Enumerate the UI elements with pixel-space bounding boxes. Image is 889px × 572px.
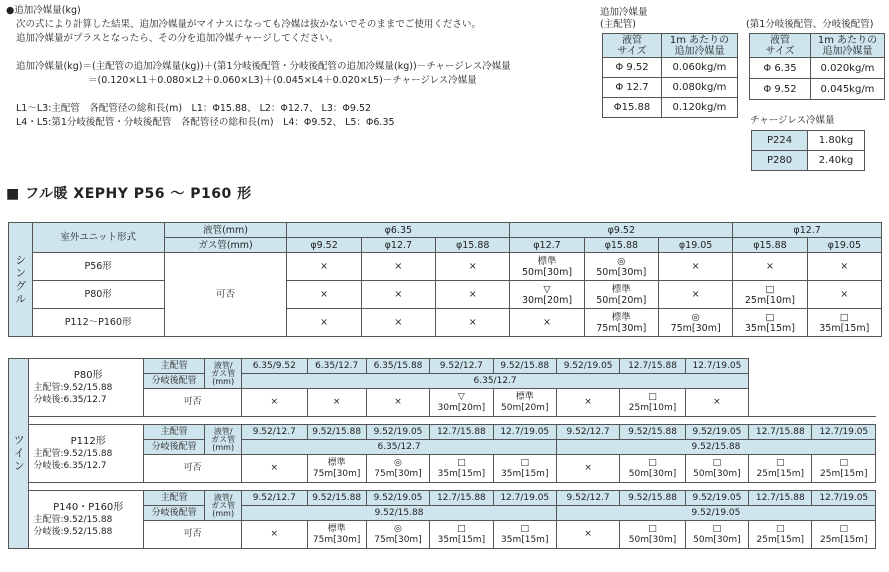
table-cell: P280 <box>752 151 808 171</box>
table-cell: □ 35m[15m] <box>493 455 556 483</box>
model-label: P80形 <box>73 369 103 381</box>
table-cell: × <box>556 455 619 483</box>
liquid-group: φ9.52 <box>510 223 733 238</box>
table-cell: □ 35m[15m] <box>807 309 881 337</box>
pipe-size: 9.52/19.05 <box>366 425 429 440</box>
model-label: P56形 <box>32 253 164 281</box>
table-cell: 0.060kg/m <box>662 58 738 78</box>
pipe-size: 6.35/9.52 <box>242 359 307 374</box>
twin-table <box>8 358 876 549</box>
table-cell: □ 25m[10m] <box>620 389 685 417</box>
branch-pipe-label: 分岐後配管 <box>143 440 204 455</box>
pipe-size: 9.52/19.05 <box>366 491 429 506</box>
main-pipe-label: 主配管 <box>143 491 204 506</box>
pipe-size: 12.7/15.88 <box>749 491 812 506</box>
table-cell: × <box>361 253 435 281</box>
gas-col: φ12.7 <box>361 238 435 253</box>
note-line1: L1～L3:主配管 各配管径の総和長(m) L1：Φ15.88、 L2：Φ12.7、 L3：Φ9.52 <box>16 103 372 114</box>
table-cell: □ 50m[30m] <box>620 521 685 549</box>
table-cell: □ 35m[15m] <box>733 309 807 337</box>
table-cell: × <box>658 253 732 281</box>
table-cell: × <box>510 309 584 337</box>
table-cell: × <box>807 253 881 281</box>
table-cell: × <box>307 389 366 417</box>
pipe-size: 12.7/19.05 <box>812 491 876 506</box>
chargeless-title: チャージレス冷媒量 <box>750 115 835 126</box>
model-cell <box>29 425 144 483</box>
table-cell: □ 25m[15m] <box>749 521 812 549</box>
table-cell: × <box>361 309 435 337</box>
header-per-meter: 1m あたりの 追加冷媒量 <box>811 34 885 58</box>
pipe-size: 9.52/12.7 <box>242 491 307 506</box>
table-cell: 標準 50m[20m] <box>493 389 556 417</box>
table-cell: ▽ 30m[20m] <box>510 281 584 309</box>
table-cell: × <box>556 389 619 417</box>
table-cell: □ 25m[15m] <box>812 521 876 549</box>
table-cell: Φ 12.7 <box>603 78 662 98</box>
table-cell: 標準 75m[30m] <box>307 455 366 483</box>
main-pipe-spec: 主配管:9.52/15.88 <box>33 514 113 525</box>
pipe-size-label: 液管/ ガス管 (mm) <box>205 425 242 455</box>
avail-label: 可否 <box>143 455 241 483</box>
branch-refrigerant-table <box>749 33 885 100</box>
intro-heading: ●追加冷媒量(kg) <box>6 5 81 16</box>
main-table-title: 追加冷媒量 <box>600 7 648 18</box>
table-cell: × <box>242 521 307 549</box>
pipe-size: 12.7/15.88 <box>430 491 493 506</box>
table-cell: × <box>733 253 807 281</box>
table-cell: × <box>366 389 429 417</box>
table-cell: Φ 9.52 <box>603 58 662 78</box>
pipe-size: 9.52/15.88 <box>620 425 685 440</box>
pipe-size: 9.52/15.88 <box>307 491 366 506</box>
branch-pipe-label: 分岐後配管 <box>143 374 204 389</box>
pipe-size: 12.7/19.05 <box>493 425 556 440</box>
table-cell: 標準 50m[20m] <box>584 281 658 309</box>
table-cell: × <box>658 281 732 309</box>
branch-pipe-size: 9.52/15.88 <box>556 440 875 455</box>
table-cell: × <box>287 309 361 337</box>
gas-col: φ9.52 <box>287 238 361 253</box>
chargeless-table <box>751 130 865 171</box>
main-refrigerant-table <box>602 33 738 118</box>
pipe-size: 9.52/19.05 <box>685 425 748 440</box>
pipe-size: 6.35/15.88 <box>366 359 429 374</box>
pipe-size: 9.52/19.05 <box>685 491 748 506</box>
table-cell: × <box>242 455 307 483</box>
table-cell: × <box>556 521 619 549</box>
liquid-group: φ12.7 <box>733 223 882 238</box>
formula-line2: ＝(0.120×L1＋0.080×L2＋0.060×L3)＋(0.045×L4＋0.020×L5)－チャージレス冷媒量 <box>88 75 477 86</box>
gas-col: φ12.7 <box>510 238 584 253</box>
pipe-size: 9.52/12.7 <box>556 491 619 506</box>
table-cell: Φ 9.52 <box>750 79 811 100</box>
table-cell: × <box>807 281 881 309</box>
single-side-label: シングル <box>9 223 33 337</box>
table-cell: □ 50m[30m] <box>685 455 748 483</box>
branch-pipe-label: 分岐後配管 <box>143 506 204 521</box>
table-cell: ▽ 30m[20m] <box>430 389 493 417</box>
table-cell: □ 35m[15m] <box>430 521 493 549</box>
branch-pipe-spec: 分岐後:9.52/15.88 <box>33 526 113 537</box>
table-cell: □ 25m[15m] <box>812 455 876 483</box>
table-cell: □ 25m[15m] <box>749 455 812 483</box>
table-cell: 0.020kg/m <box>811 58 885 79</box>
table-cell: 1.80kg <box>808 131 865 151</box>
branch-pipe-size: 6.35/12.7 <box>242 374 749 389</box>
pipe-size: 9.52/12.7 <box>242 425 307 440</box>
pipe-size: 12.7/15.88 <box>430 425 493 440</box>
table-cell: 0.080kg/m <box>662 78 738 98</box>
table-cell: ◎ 75m[30m] <box>366 455 429 483</box>
table-cell: 0.045kg/m <box>811 79 885 100</box>
header-liquid-size: 液管 サイズ <box>603 34 662 58</box>
avail-label: 可否 <box>143 521 241 549</box>
gas-col: φ19.05 <box>807 238 881 253</box>
branch-pipe-spec: 分岐後:6.35/12.7 <box>33 460 107 471</box>
pipe-size: 9.52/19.05 <box>556 359 619 374</box>
model-label: P80形 <box>32 281 164 309</box>
empty-cell <box>749 359 876 417</box>
branch-pipe-size: 6.35/12.7 <box>242 440 557 455</box>
intro-line2: 追加冷媒量がプラスとなったら、その分を追加冷媒チャージしてください。 <box>16 33 339 44</box>
table-cell: □ 50m[30m] <box>685 521 748 549</box>
note-line2: L4・L5:第1分岐後配管・分岐後配管 各配管径の総和長(m) L4：Φ9.52、 L5：Φ6.35 <box>16 117 395 128</box>
model-label: P112～P160形 <box>32 309 164 337</box>
table-cell: 標準 75m[30m] <box>584 309 658 337</box>
table-cell: 標準 50m[30m] <box>510 253 584 281</box>
spacer <box>29 417 876 425</box>
main-pipe-label: 主配管 <box>143 425 204 440</box>
main-table-subtitle: (主配管) <box>600 19 636 30</box>
gas-col: φ15.88 <box>436 238 510 253</box>
pipe-size: 9.52/15.88 <box>620 491 685 506</box>
table-cell: ◎ 50m[30m] <box>584 253 658 281</box>
table-cell: × <box>436 253 510 281</box>
model-cell <box>29 491 144 549</box>
gas-col: φ15.88 <box>584 238 658 253</box>
pipe-size-label: 液管/ ガス管 (mm) <box>205 359 242 389</box>
main-pipe-spec: 主配管:9.52/15.88 <box>33 448 113 459</box>
avail-label: 可否 <box>143 389 241 417</box>
liquid-group: φ6.35 <box>287 223 510 238</box>
table-cell: × <box>287 281 361 309</box>
pipe-size: 9.52/12.7 <box>430 359 493 374</box>
single-table <box>8 222 882 337</box>
pipe-size-label: 液管/ ガス管 (mm) <box>205 491 242 521</box>
twin-side-label: ツイン <box>9 359 29 549</box>
main-pipe-label: 主配管 <box>143 359 204 374</box>
formula-line1: 追加冷媒量(kg)＝(主配管の追加冷媒量(kg))＋(第1分岐後配管・分岐後配管の追加冷媒量(kg))－チャージレス冷媒量 <box>16 61 511 72</box>
pipe-size: 12.7/15.88 <box>620 359 685 374</box>
pipe-size: 12.7/19.05 <box>685 359 748 374</box>
table-cell: × <box>287 253 361 281</box>
pipe-size: 12.7/15.88 <box>749 425 812 440</box>
table-cell: □ 35m[15m] <box>493 521 556 549</box>
branch-table-title: (第1分岐後配管、分岐後配管) <box>746 19 874 30</box>
gas-col: φ15.88 <box>733 238 807 253</box>
branch-pipe-size: 9.52/15.88 <box>242 506 557 521</box>
gas-pipe-label: ガス管(mm) <box>164 238 287 253</box>
table-cell: × <box>361 281 435 309</box>
pipe-size: 9.52/12.7 <box>556 425 619 440</box>
model-label: P112形 <box>70 435 106 447</box>
table-cell: 2.40kg <box>808 151 865 171</box>
branch-pipe-size: 9.52/19.05 <box>556 506 875 521</box>
pipe-size: 12.7/19.05 <box>493 491 556 506</box>
section-title: ■ フル暖 XEPHY P56 ～ P160 形 <box>6 186 252 202</box>
avail-label: 可否 <box>164 253 287 337</box>
table-cell: × <box>436 281 510 309</box>
table-cell: ◎ 75m[30m] <box>658 309 732 337</box>
table-cell: × <box>242 389 307 417</box>
intro-line1: 次の式により計算した結果、追加冷媒量がマイナスになっても冷媒は抜かないでそのままでご使用ください。 <box>16 19 481 30</box>
branch-pipe-spec: 分岐後:6.35/12.7 <box>33 394 107 405</box>
table-cell: × <box>436 309 510 337</box>
outdoor-unit-label: 室外ユニット形式 <box>32 223 164 253</box>
table-cell: □ 50m[30m] <box>620 455 685 483</box>
table-cell: 標準 75m[30m] <box>307 521 366 549</box>
model-cell <box>29 359 144 417</box>
pipe-size: 9.52/15.88 <box>493 359 556 374</box>
table-cell: 0.120kg/m <box>662 98 738 118</box>
table-cell: □ 35m[15m] <box>430 455 493 483</box>
spacer <box>29 483 876 491</box>
pipe-size: 12.7/19.05 <box>812 425 876 440</box>
liquid-pipe-label: 液管(mm) <box>164 223 287 238</box>
table-cell: Φ15.88 <box>603 98 662 118</box>
table-cell: ◎ 75m[30m] <box>366 521 429 549</box>
header-per-meter: 1m あたりの 追加冷媒量 <box>662 34 738 58</box>
main-pipe-spec: 主配管:9.52/15.88 <box>33 382 113 393</box>
table-cell: × <box>685 389 748 417</box>
pipe-size: 6.35/12.7 <box>307 359 366 374</box>
pipe-size: 9.52/15.88 <box>307 425 366 440</box>
model-label: P140・P160形 <box>53 501 124 513</box>
table-cell: □ 25m[10m] <box>733 281 807 309</box>
header-liquid-size: 液管 サイズ <box>750 34 811 58</box>
table-cell: P224 <box>752 131 808 151</box>
table-cell: Φ 6.35 <box>750 58 811 79</box>
gas-col: φ19.05 <box>658 238 732 253</box>
